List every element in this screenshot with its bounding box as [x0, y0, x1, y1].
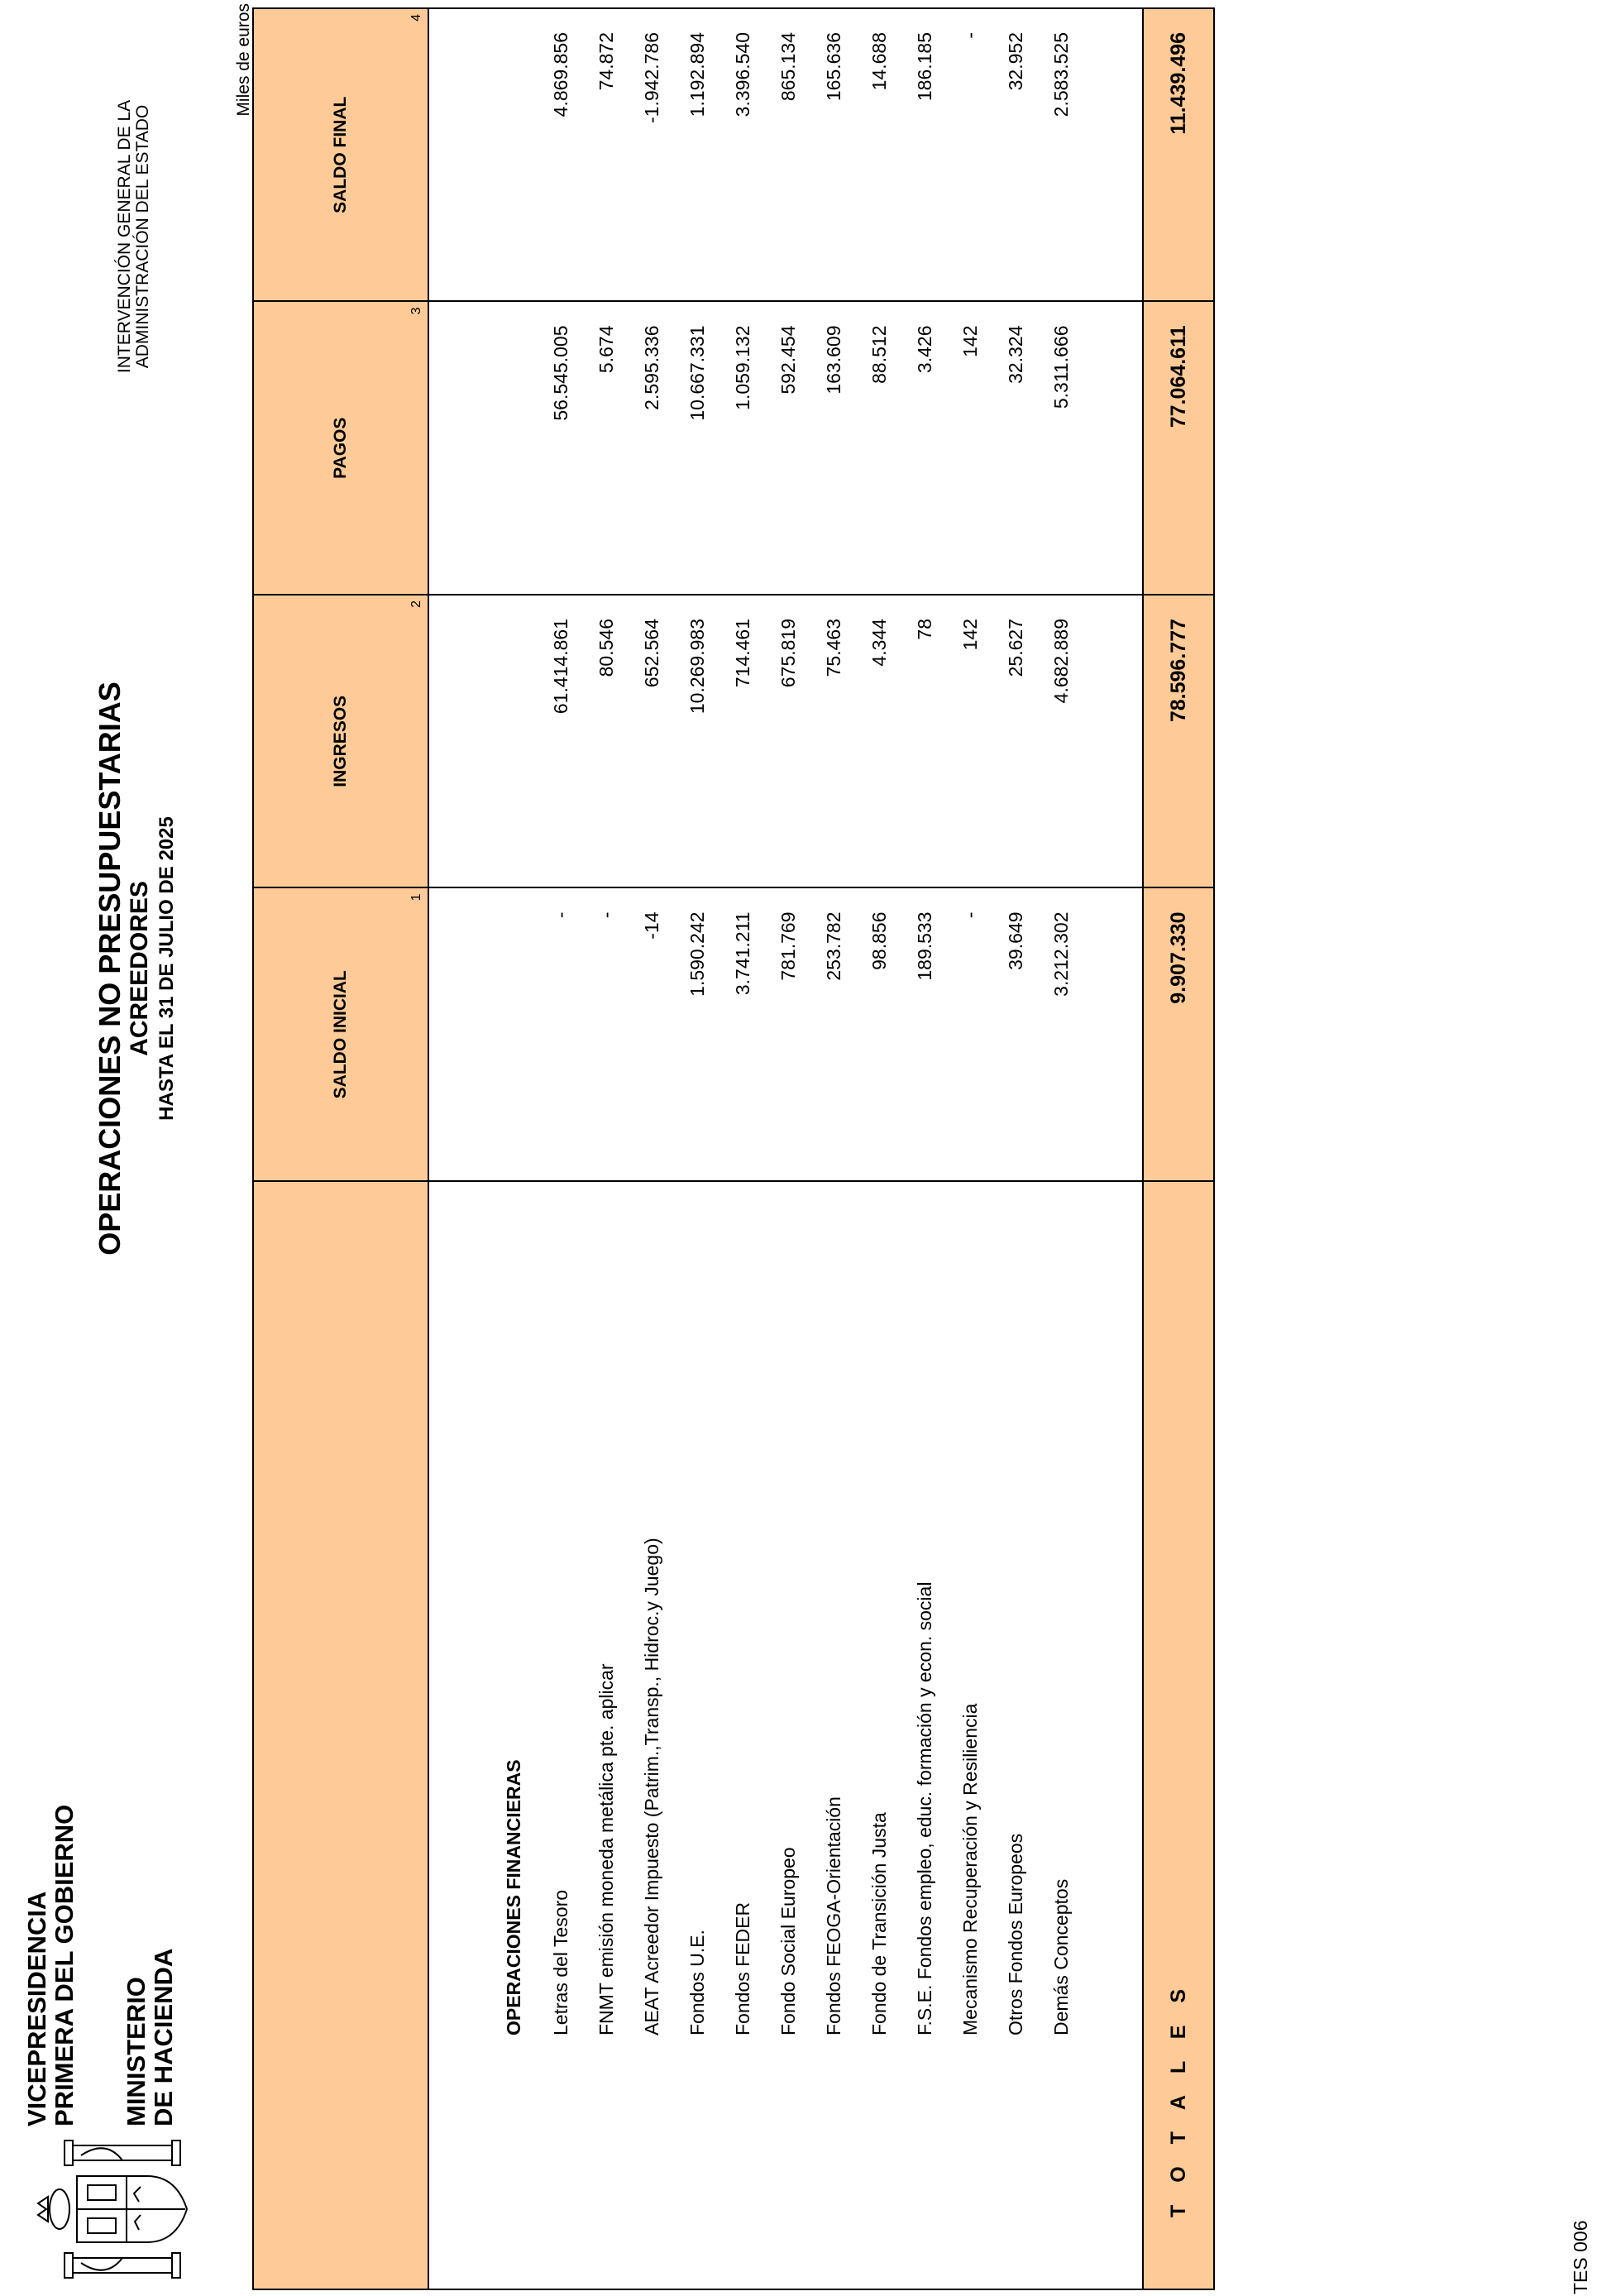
cell-ingresos: 4.682.889 — [1050, 619, 1072, 704]
cell-pagos: 1.059.132 — [732, 325, 753, 410]
totals-label: T O T A L E S — [1143, 1181, 1214, 2289]
cell-saldo-inicial: 3.212.302 — [1050, 911, 1072, 997]
creditors-table — [252, 7, 1215, 2290]
saldo-inicial-column — [428, 888, 1143, 1182]
cell-saldo-final: 14.688 — [868, 32, 890, 91]
concept-column — [428, 1181, 1143, 2289]
header-saldo-final-label: SALDO FINAL — [331, 96, 350, 213]
cell-ingresos: 675.819 — [777, 619, 799, 688]
cell-saldo-inicial: 189.533 — [914, 911, 935, 981]
cell-pagos: 88.512 — [868, 325, 890, 384]
cell-ingresos: 652.564 — [641, 619, 662, 688]
row-label: FNMT emisión moneda metálica pte. aplicar — [595, 1663, 617, 2035]
column-number: 4 — [409, 14, 423, 22]
row-label: Fondos FEDER — [732, 1901, 753, 2035]
report-period: HASTA EL 31 DE JULIO DE 2025 — [155, 816, 178, 1121]
cell-saldo-final: 865.134 — [777, 32, 799, 102]
cell-ingresos: 78 — [914, 619, 935, 640]
cell-saldo-inicial: -14 — [641, 911, 662, 940]
cell-saldo-inicial: 781.769 — [777, 911, 799, 981]
cell-ingresos: 10.269.983 — [686, 619, 708, 715]
table-header-row — [253, 8, 428, 2289]
cell-saldo-inicial: 1.590.242 — [686, 911, 708, 997]
ministerio-line-2: DE HACIENDA — [149, 1948, 178, 2126]
cell-saldo-inicial: 39.649 — [1005, 911, 1026, 970]
cell-ingresos: 142 — [959, 619, 981, 651]
cell-ingresos: 4.344 — [868, 619, 890, 667]
cell-saldo-inicial: - — [959, 911, 981, 919]
header-ingresos-label: INGRESOS — [331, 695, 350, 787]
report-subtitle: ACREEDORES — [126, 881, 153, 1056]
cell-saldo-final: 74.872 — [595, 32, 617, 91]
cell-pagos: 163.609 — [823, 325, 844, 395]
row-label: Otros Fondos Europeos — [1005, 1833, 1026, 2035]
coat-of-arms-icon — [31, 2131, 205, 2288]
row-label: Fondo de Transición Justa — [868, 1812, 890, 2035]
report-title: OPERACIONES NO PRESUPUESTARIAS — [93, 682, 127, 1256]
table-body — [428, 8, 1143, 2289]
row-label: Fondos FEOGA-Orientación — [823, 1796, 844, 2035]
ingresos-column — [428, 595, 1143, 888]
ministerio-heading — [122, 1949, 177, 2126]
cell-pagos: 10.667.331 — [686, 325, 708, 421]
cell-saldo-inicial: - — [550, 911, 571, 919]
cell-saldo-inicial: 98.856 — [868, 911, 890, 970]
row-label: Fondos U.E. — [686, 1930, 708, 2035]
cell-ingresos: 61.414.861 — [550, 619, 571, 715]
row-label: AEAT Acreedor Impuesto (Patrim.,Transp., Hidroc.y Juego) — [641, 1538, 662, 2035]
column-number: 3 — [409, 307, 423, 315]
total-ingresos: 78.596.777 — [1143, 595, 1214, 888]
cell-ingresos: 75.463 — [823, 619, 844, 677]
row-label: Mecanismo Recuperación y Resiliencia — [959, 1703, 981, 2035]
cell-ingresos: 25.627 — [1005, 619, 1026, 677]
vicepresidencia-heading — [23, 1805, 78, 2126]
cell-saldo-inicial: 253.782 — [823, 911, 844, 981]
cell-pagos: 32.324 — [1005, 325, 1026, 384]
cell-pagos: 5.674 — [595, 325, 617, 374]
header-saldo-inicial-label: SALDO INICIAL — [331, 970, 350, 1099]
cell-saldo-final: 1.192.894 — [686, 32, 708, 117]
row-label: Fondo Social Europeo — [777, 1847, 799, 2035]
row-label: Demás Conceptos — [1050, 1878, 1072, 2035]
row-label: Letras del Tesoro — [550, 1889, 571, 2035]
vicepresidencia-line-1: VICEPRESIDENCIA — [22, 1891, 51, 2126]
cell-saldo-final: 186.185 — [914, 32, 935, 102]
cell-saldo-final: -1.942.786 — [641, 32, 662, 123]
cell-saldo-inicial: 3.741.211 — [732, 911, 753, 996]
cell-pagos: 2.595.336 — [641, 325, 662, 410]
cell-saldo-final: 32.952 — [1005, 32, 1026, 91]
cell-saldo-final: 4.869.856 — [550, 32, 571, 117]
cell-saldo-final: - — [959, 32, 981, 39]
column-number: 1 — [409, 893, 423, 902]
cell-ingresos: 714.461 — [732, 619, 753, 688]
units-label: Miles de euros — [234, 3, 253, 117]
cell-pagos: 5.311.666 — [1050, 325, 1072, 409]
saldo-final-column — [428, 8, 1143, 302]
vicepresidencia-line-2: PRIMERA DEL GOBIERNO — [50, 1804, 79, 2126]
cell-saldo-final: 2.583.525 — [1050, 32, 1072, 117]
header-saldo-inicial — [253, 888, 428, 1182]
total-saldo-final: 11.439.496 — [1143, 8, 1214, 302]
ministerio-line-1: MINISTERIO — [122, 1977, 151, 2126]
cell-pagos: 592.454 — [777, 325, 799, 395]
cell-pagos: 3.426 — [914, 325, 935, 374]
igae-heading — [116, 71, 152, 402]
totals-row — [1143, 8, 1214, 2289]
total-pagos: 77.064.611 — [1143, 302, 1214, 596]
igae-line-1: INTERVENCIÓN GENERAL DE LA — [115, 99, 134, 374]
cell-saldo-final: 165.636 — [823, 32, 844, 102]
total-saldo-inicial: 9.907.330 — [1143, 888, 1214, 1182]
header-pagos-label: PAGOS — [331, 417, 350, 479]
cell-pagos: 56.545.005 — [550, 325, 571, 421]
group-label: OPERACIONES FINANCIERAS — [503, 1759, 524, 2035]
cell-ingresos: 80.546 — [595, 619, 617, 677]
cell-saldo-inicial: - — [595, 911, 617, 919]
igae-line-2: ADMINISTRACIÓN DEL ESTADO — [133, 104, 152, 369]
header-saldo-final — [253, 8, 428, 302]
cell-saldo-final: 3.396.540 — [732, 32, 753, 117]
report-code: TES 006 — [1570, 2220, 1591, 2294]
header-ingresos — [253, 595, 428, 888]
column-number: 2 — [409, 600, 423, 608]
pagos-column — [428, 302, 1143, 596]
row-label: F.S.E. Fondos empleo, educ. formación y econ. social — [914, 1581, 935, 2035]
cell-pagos: 142 — [959, 325, 981, 357]
header-concept — [253, 1181, 428, 2289]
header-pagos — [253, 302, 428, 596]
